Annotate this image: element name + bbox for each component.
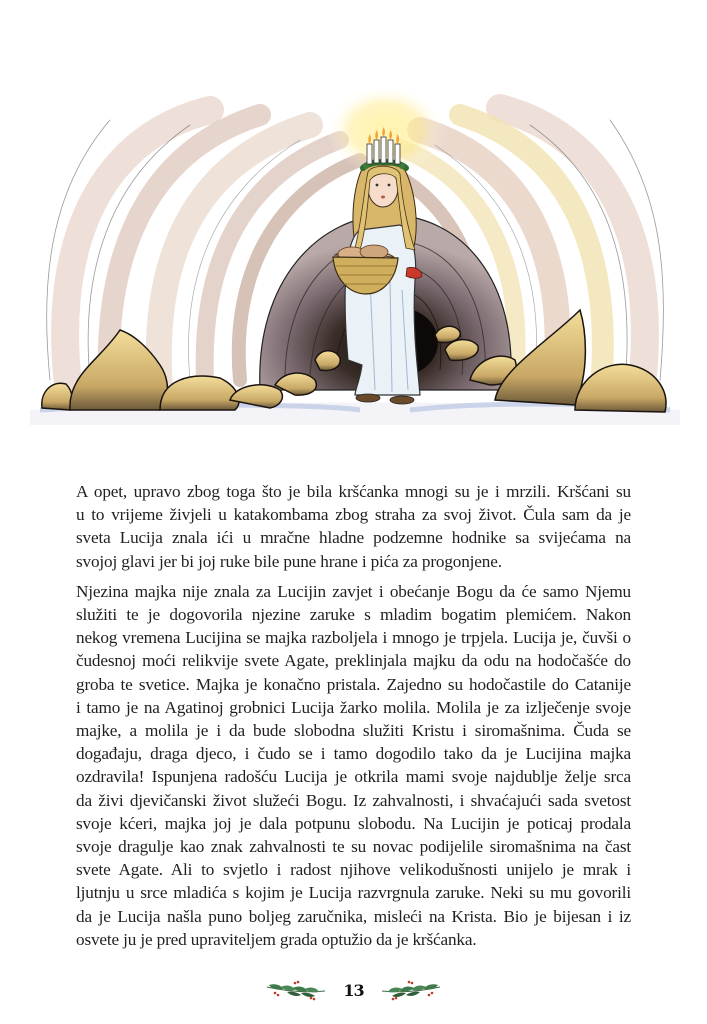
text-line: sveta Lucija znala ići u mračne hladne podzemne hodnike sa svijećama na [76, 528, 631, 548]
laurel-branch-icon [265, 979, 327, 1001]
text-line: svete Agate. Ali to svjetlo i radost njihove velikodušnosti unijelo je mrak i [76, 860, 631, 880]
text-line: da živi djevičanski život služeći Bogu. Iz zahvalnosti, i shvaćajući sada svetost [76, 790, 631, 810]
page-number: 13 [343, 980, 364, 1000]
text-line: u to vrijeme živjeli u katakombama zbog straha za svoj život. Čula sam da je [76, 505, 631, 525]
text-line: ozdravila! Ispunjena radošću Lucija je otkrila mami svoje najdublje želje srca [76, 767, 631, 787]
text-line: osvete ju je pred upraviteljem grada optužio da je kršćanka. [76, 929, 477, 949]
paragraph-1 [76, 480, 631, 573]
text-line: svoje dragulje kao znak zahvalnosti te su novac podijelile siromašnima na čast [76, 837, 631, 857]
text-line: čudesnoj moći relikvije svete Agate, preklinjala majku da odu na hodočašće do [76, 651, 631, 671]
paragraph-2 [76, 580, 631, 951]
catacomb-scene [30, 80, 680, 425]
text-line: svoje kćeri, majka joj je dala potpunu slobodu. Na Lucijin je poticaj prodala [76, 813, 631, 833]
text-line: groba te svetice. Majka je konačno pristala. Zajedno su hodočastile do Catanije [76, 674, 631, 694]
laurel-branch-icon [380, 979, 442, 1001]
text-line: Njezina majka nije znala za Lucijin zavjet i obećanje Bogu da će samo Njemu [76, 581, 631, 601]
page-footer [0, 975, 707, 1005]
text-line: događaju, draga djeco, i čudo se i tamo dogodilo tako da je Lucijina majka [76, 744, 631, 764]
text-line: svojoj glavi jer bi joj ruke bile pune hrane i pića za progonjene. [76, 551, 502, 571]
story-text [76, 480, 631, 958]
text-line: majke, a molila je i da bude slobodna služiti Kristu i siromašnima. Čuda se [76, 721, 631, 741]
cover-illustration [30, 80, 680, 425]
text-line: i tamo je na Agatinoj grobnici Lucija žarko molila. Molila je za izlječenje svoje [76, 697, 631, 717]
text-line: A opet, upravo zbog toga što je bila kršćanka mnogi su je i mrzili. Kršćani su [76, 482, 631, 501]
text-line: služiti te je dogovorila njezine zaruke s mladim bogatim plemićem. Nakon [76, 605, 631, 625]
text-line: ljutnju u srce mladića s kojim je Lucija razvrgnula zaruke. Neki su mu govorili [76, 883, 631, 903]
text-line: da je Lucija našla puno boljeg zaručnika, misleći na Krista. Bio je bijesan i iz [76, 906, 631, 926]
text-line: nekog vremena Lucijina se majka razboljela i mnogo je trpjela. Lucija je, čuvši o [76, 628, 631, 648]
